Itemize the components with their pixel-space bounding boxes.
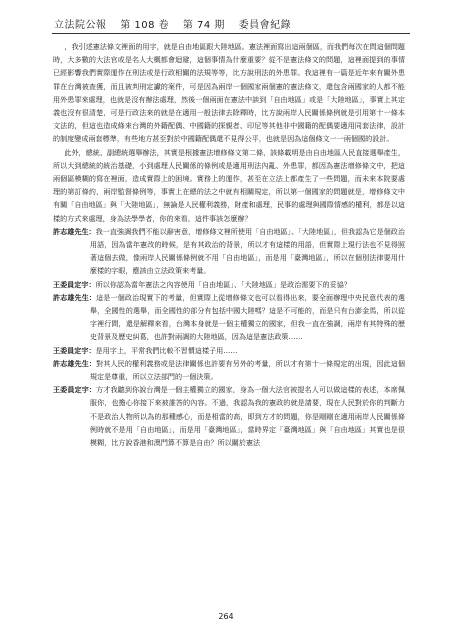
speech-text: 所以你認為當年憲法之內容使用「自由地區」、「大陸地區」是政治需要下的妥協？	[95, 279, 351, 289]
transcript-body	[53, 40, 405, 449]
header-divider	[52, 33, 410, 34]
speaker-turn	[53, 357, 405, 383]
speaker-turn	[53, 383, 405, 449]
speaker-turn	[53, 344, 405, 357]
speaker-name: 許志雄先生：	[53, 358, 97, 368]
speaker-name: 許志雄先生：	[53, 226, 96, 236]
speech-text: 是用字上，平常我們比較不習慣這樣子用……	[95, 345, 238, 355]
speaker-turn	[53, 225, 405, 278]
page-header	[54, 16, 301, 31]
paragraph	[53, 40, 405, 146]
paragraph-text: ，我引述憲法條文裡面的用字，就是自由地區跟大陸地區。憲法裡面寫出這兩個區，而我們每次在問這個問題時，大多數的大法官或是名人大概都會迴避，這個事情為什麼重要？從不是憲法條文的問題，這裡面提到的事情已經影響我們實際運作在刑法或是行政相關的法規等等，比方說刑法的外患罪。我這裡有一篇是近年來有關外患罪在台灣被查獲，而且被判刑定讞的案件，可是因為兩岸一個國家兩個憲的憲法條文，還包含兩國家的人都不能用外患罪來處理，也就是沒有辦法處理，然後一個兩面在憲法中談到「自由地區」或是「大陸地區」，事實上其定義也沒有很清楚，可是行政法來的就是在適用一般法律去除釋時，比方說兩岸人民關係條例就是引用第十一條本文法的，但這也造成條來台灣的外籍配偶、中國籍的探親者、印尼等其他非中國籍的配偶要適用同套法律，設計的制度變成兩套標準，有些地方甚至對於中國籍配偶還不見得公平，也就是因為這個條文一一兩個國的設計。	[53, 42, 405, 144]
speaker-turn	[53, 278, 405, 291]
speaker-name: 王委員定宇：	[53, 279, 96, 289]
speech-text: 我一直強調我們不能以辭害意，增修條文裡所使用「自由地區」、「大陸地區」，但我認為它是個政治用語，因為當年憲改的時候，是有其政治的背景，所以才有這樣的用語，但實際上現行法也不見得照著這個去做，像兩岸人民關係條例就不用「自由地區」，而是用「臺灣地區」，所以在個別法律要用什麼樣的字眼，應該由立法政策來考量。	[89, 226, 405, 276]
speaker-name: 王委員定宇：	[53, 385, 97, 395]
paragraph-text: 此外，總統、副總統選舉辦法，其實是根據憲法增修條文第二條，該條載明是由自由地區人民直接選舉產生，所以大到總統的統治基礎，小到處理人民關係的條例或是適用刑法內亂、外患罪，都因為憲法增修條文中，把這兩個區模糊的寫在裡面，造成實際上的困境。實務上的運作，甚至在立法上都產生了一些問題，而未來本院要處理的第訂條約，兩岸監督條例等，事實上在總的法之中就有相關規定，所以第一個國家的問題就是，增修條文中有關「自由地區」與「大陸地區」，無論是人民權利義務，財產和處理，民事的處理與國際情感的權利，都是以這樣的方式來處理，身為法學學者，你的來看，這件事該怎麼辦？	[53, 147, 405, 223]
paragraph	[53, 146, 405, 225]
speaker-name: 許志雄先生：	[53, 292, 97, 302]
journal-title: 立法院公報	[54, 20, 107, 31]
volume-label: 第 108 卷	[120, 20, 170, 31]
page-number: 264	[218, 612, 234, 621]
speaker-name: 王委員定宇：	[53, 345, 96, 355]
issue-label: 第 74 期	[182, 20, 225, 31]
speech-text: 這是一個政治現實下的考量，但實際上從增修條文也可以看得出來，要全面辦理中央民意代表的選舉，全國性的選舉，而全國性的部分有包括中國大陸嗎？這是不可能的，而是只有台澎金馬，所以從字裡行間，還是解釋來看，台灣本身就是一個主權獨立的國家，但我一直在強調，兩岸有其特殊的歷史背景及歷史糾葛，也許對兩調的大陸地區，因為這是憲法政策……	[89, 292, 406, 342]
speech-text: 對其人民的權利義務或是法律關係也許要有另外的考量，所以才有第十一條規定的出現，因此這個規定是尊重，所以立法部門的一個決策。	[89, 358, 406, 382]
section-label: 委員會紀錄	[238, 20, 292, 31]
speech-text: 方才我聽到你說台灣是一個主權獨立的國家，身為一個大法官被提名人可以做這樣的表述，本席佩服你，也擔心你接下來被誰答的內容。不過，我認為我的憲政的就是請要，現在人民對於你的判斷力不是政治人物所以為的那種感心，而是相當的高，即到方才的問題，你是剛剛在適用兩岸人民關係條例時就不是用「自由地區」，而是用「臺灣地區」，當時界定「臺灣地區」與「自由地區」其實也是很模糊，比方說香港和澳門算不算是自由？所以關於憲法	[89, 385, 406, 448]
speaker-turn	[53, 291, 405, 344]
